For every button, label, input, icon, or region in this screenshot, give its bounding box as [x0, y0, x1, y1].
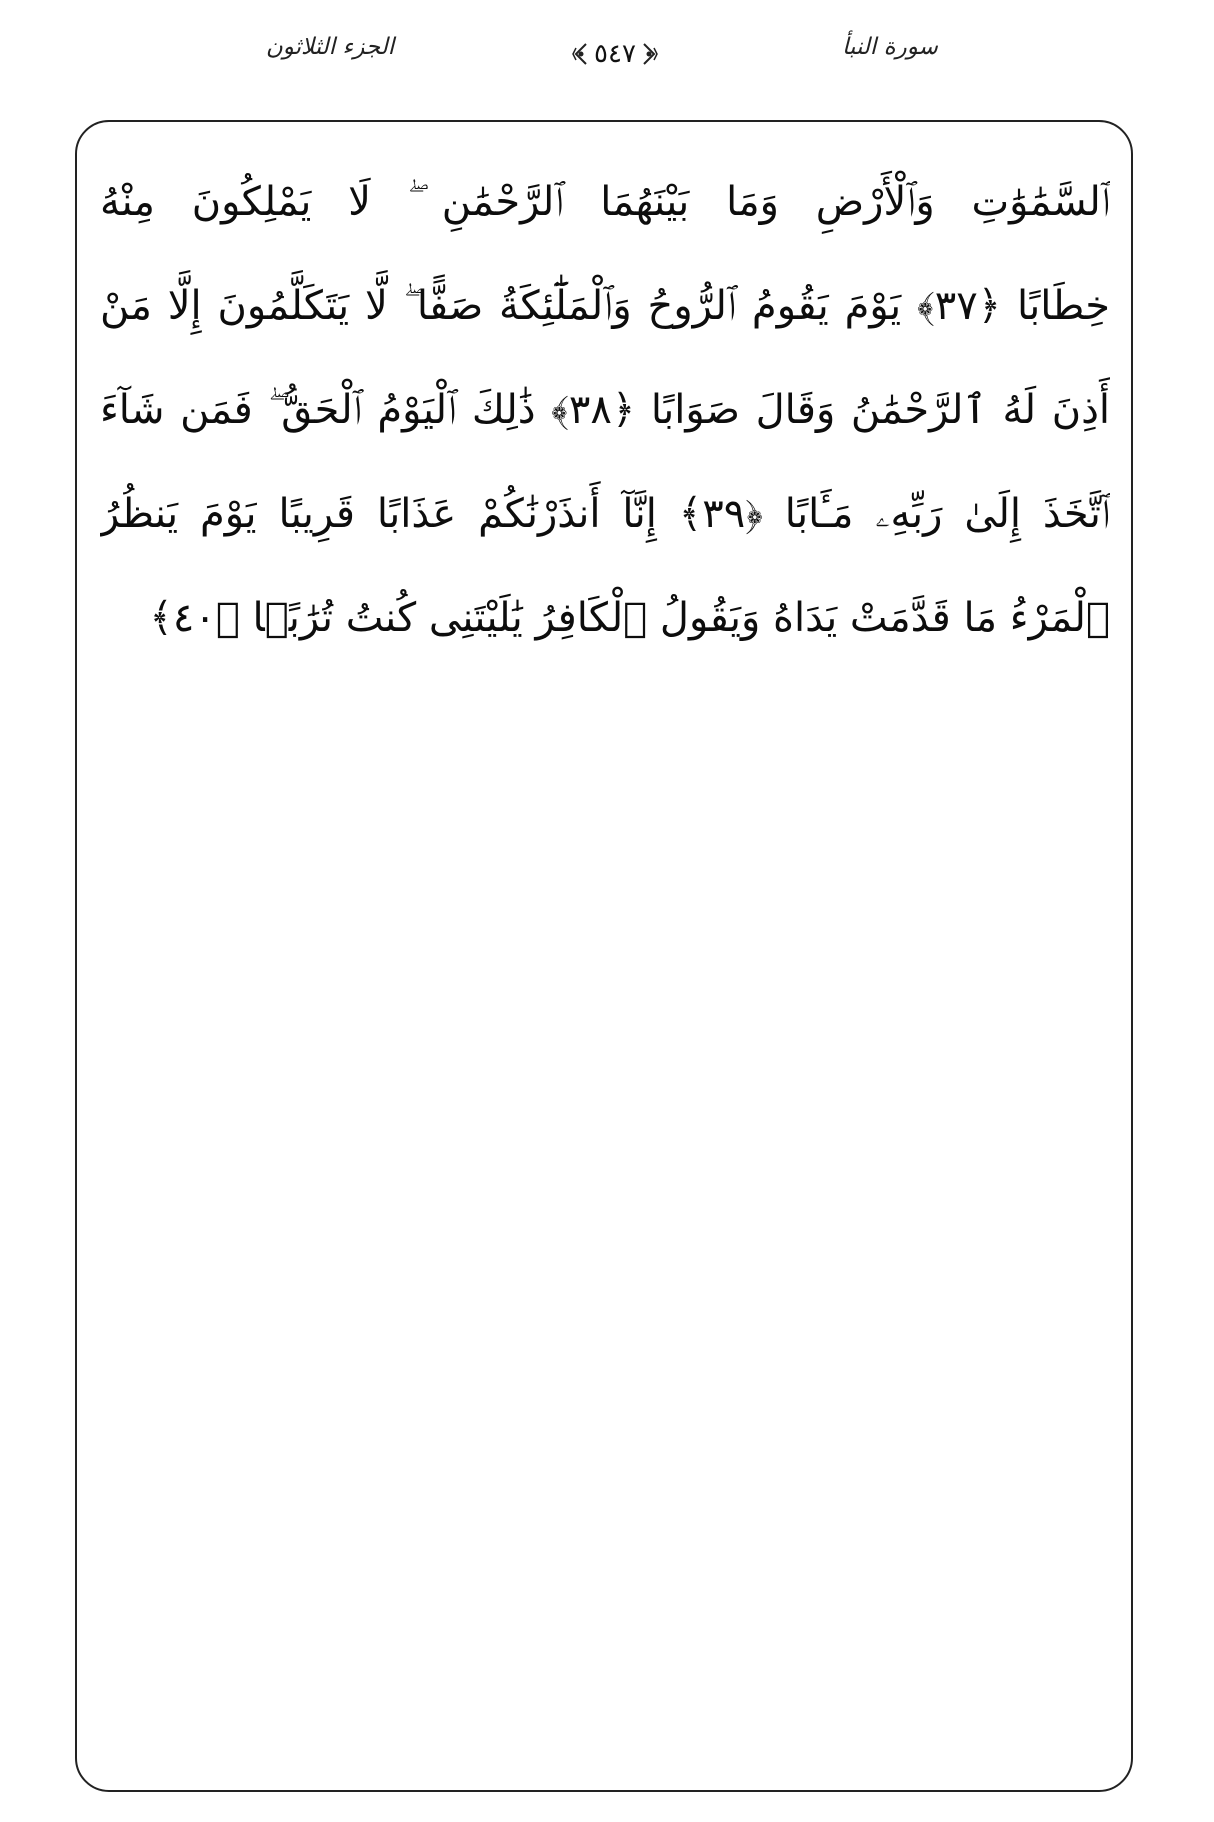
quran-text [100, 150, 1110, 670]
page-number: ٥٤٧ [594, 39, 636, 69]
text-line-4: ٱتَّخَذَ إِلَىٰ رَبِّهِۦ مَـَٔابًا ﴿٣٩﴾ إِنَّآ أَنذَرْنَٰكُمْ عَذَابًا قَرِيبًا يَوْمَ يَنظُرُ [100, 491, 1110, 537]
text-line-1: ٱلسَّمَٰوَٰتِ وَٱلْأَرْضِ وَمَا بَيْنَهُمَا ٱلرَّحْمَٰنِ ۖ لَا يَمْلِكُونَ مِنْهُ [100, 179, 1110, 225]
juz-name: الجزء الثلاثون [265, 34, 395, 60]
page-header [0, 26, 1214, 82]
ornament-right-icon [640, 42, 658, 66]
text-line-3: أَذِنَ لَهُ ٱلرَّحْمَٰنُ وَقَالَ صَوَابًا ﴿٣٨﴾ ذَٰلِكَ ٱلْيَوْمُ ٱلْحَقُّ ۖ فَمَن شَآءَ [100, 387, 1110, 433]
text-line-5: ٱلْمَرْءُ مَا قَدَّمَتْ يَدَاهُ وَيَقُولُ ٱلْكَافِرُ يَٰلَيْتَنِى كُنتُ تُرَٰبًۢا ﴿٤٠﴾ [149, 595, 1110, 641]
text-line-2: خِطَابًا ﴿٣٧﴾ يَوْمَ يَقُومُ ٱلرُّوحُ وَٱلْمَلَٰٓئِكَةُ صَفًّا ۖ لَّا يَتَكَلَّمُونَ إِلَّا مَنْ [100, 283, 1110, 329]
page-number-ornament [560, 34, 670, 74]
surah-name: سورة النبأ [842, 34, 938, 60]
ornament-left-icon [572, 42, 590, 66]
